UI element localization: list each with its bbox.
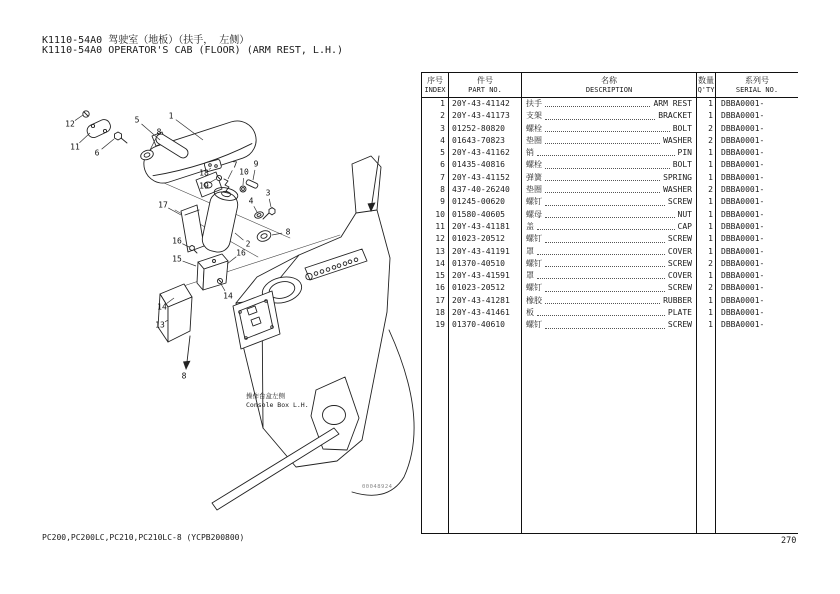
cell-part-no: 01435-40816	[449, 159, 522, 171]
callout-leader	[221, 284, 225, 291]
cell-description: 支架 BRACKET	[522, 110, 697, 122]
cell-qty: 2	[697, 184, 716, 196]
callout-number: 11	[70, 142, 80, 152]
callout-number: 16	[172, 236, 182, 246]
header-desc-en: DESCRIPTION	[585, 85, 633, 94]
callout-number: 9	[253, 159, 259, 169]
cell-part-no: 20Y-43-41591	[449, 270, 522, 282]
callout-leader	[254, 206, 257, 212]
cell-qty: 2	[697, 135, 716, 147]
cell-serial: DBBA0001-	[721, 160, 765, 170]
table-row	[422, 233, 798, 245]
cell-part-no: 01252-80820	[449, 123, 522, 135]
cell-qty: 1	[697, 147, 716, 159]
dot-leader	[545, 105, 650, 107]
cell-part-no: 01370-40610	[449, 319, 522, 331]
header-serial	[716, 73, 798, 97]
callout-number: 15	[172, 254, 182, 264]
callout-number: 2	[245, 239, 251, 249]
cell-qty: 2	[697, 282, 716, 294]
callout-number: 18	[199, 168, 209, 178]
callout-leader	[235, 233, 243, 240]
dot-leader	[537, 314, 665, 316]
callout-number: 10	[239, 167, 249, 177]
cell-part-no: 20Y-43-41152	[449, 172, 522, 184]
header-serial-en: SERIAL NO.	[735, 85, 779, 94]
cell-description: 罩 COVER	[522, 246, 697, 258]
filler-index	[422, 332, 449, 533]
cell-index: 1	[422, 98, 449, 110]
table-row	[422, 270, 798, 282]
table-row	[422, 307, 798, 319]
callout-number: 5	[134, 115, 140, 125]
callout-number: 1	[168, 111, 174, 121]
header-part-no	[449, 73, 522, 97]
cell-description: 螺钉 SCREW	[522, 319, 697, 331]
header-serial-cn: 系列号	[745, 75, 769, 85]
header-qty-cn: 数量	[698, 75, 714, 85]
parts-table	[421, 72, 798, 534]
cell-part-no: 01580-40605	[449, 209, 522, 221]
table-header	[422, 73, 798, 98]
callout-leader	[243, 178, 244, 185]
cell-part-no: 01370-40510	[449, 258, 522, 270]
cell-qty: 1	[697, 209, 716, 221]
cell-qty: 1	[697, 196, 716, 208]
callout-number: 14	[157, 302, 167, 312]
callout-number: 6	[94, 148, 100, 158]
callout-leader	[269, 199, 271, 207]
cell-qty: 1	[697, 172, 716, 184]
cell-description: 弹簧 SPRING	[522, 172, 697, 184]
cell-index: 2	[422, 110, 449, 122]
callout-number: 16	[236, 248, 246, 258]
header-description	[522, 73, 697, 97]
header-part-en: PART NO.	[468, 85, 502, 94]
cell-index: 5	[422, 147, 449, 159]
table-row	[422, 147, 798, 159]
dot-leader	[537, 228, 675, 230]
cell-serial: DBBA0001-	[721, 172, 765, 182]
filler-qty	[697, 332, 716, 533]
cell-part-no: 20Y-43-41173	[449, 110, 522, 122]
cell-part-no: 20Y-43-41461	[449, 307, 522, 319]
dot-leader	[545, 327, 665, 329]
callout-leader	[75, 115, 83, 121]
table-body	[422, 98, 798, 332]
callout-leader	[168, 208, 181, 215]
table-filler	[422, 332, 798, 533]
cell-description: 螺钉 SCREW	[522, 233, 697, 245]
callout-leader	[102, 139, 114, 149]
callout-number: 14	[223, 291, 233, 301]
table-row	[422, 98, 798, 110]
cell-index: 18	[422, 307, 449, 319]
cell-part-no: 01245-00620	[449, 196, 522, 208]
cell-serial: DBBA0001-	[721, 283, 765, 293]
cell-part-no: 20Y-43-41191	[449, 246, 522, 258]
cell-serial: DBBA0001-	[721, 135, 765, 145]
page-number: 270	[781, 536, 797, 546]
dot-leader	[545, 302, 660, 304]
table-row	[422, 319, 798, 331]
cell-part-no: 01023-20512	[449, 233, 522, 245]
callout-number: 8	[285, 227, 291, 237]
dot-leader	[545, 179, 660, 181]
cell-qty: 1	[697, 246, 716, 258]
cell-qty: 1	[697, 307, 716, 319]
cell-description: 螺母 NUT	[522, 209, 697, 221]
cell-serial: DBBA0001-	[721, 148, 765, 158]
cell-part-no: 437-40-26240	[449, 184, 522, 196]
header-index-cn: 序号	[427, 75, 443, 85]
cell-index: 19	[422, 319, 449, 331]
console-box	[212, 156, 414, 510]
cell-serial: DBBA0001-	[721, 99, 765, 108]
callout-number: 7	[232, 160, 238, 170]
header-index-en: INDEX	[424, 85, 446, 94]
dot-leader	[537, 253, 665, 255]
cell-qty: 1	[697, 98, 716, 110]
dot-leader	[545, 118, 655, 120]
callout-number: 3	[265, 188, 271, 198]
cell-index: 7	[422, 172, 449, 184]
cell-serial: DBBA0001-	[721, 197, 765, 207]
cell-serial: DBBA0001-	[721, 221, 765, 231]
callout-leader	[183, 261, 196, 266]
header-qty-en: Q'TY	[697, 85, 715, 94]
title-line-en: K1110-54A0 OPERATOR'S CAB (FLOOR) (ARM REST, L.H.)	[42, 45, 344, 56]
cell-qty: 2	[697, 123, 716, 135]
direction-arrow-left	[183, 336, 191, 370]
cell-serial: DBBA0001-	[721, 246, 765, 256]
table-row	[422, 282, 798, 294]
cell-part-no: 20Y-43-41162	[449, 147, 522, 159]
cell-description: 销 PIN	[522, 147, 697, 159]
dot-leader	[537, 154, 675, 156]
callout-number: 17	[158, 200, 168, 210]
cell-part-no: 20Y-43-41181	[449, 221, 522, 233]
figure-code: 00048924	[362, 484, 393, 490]
callout-number: 4	[248, 196, 254, 206]
cell-index: 17	[422, 295, 449, 307]
callout-leader	[228, 170, 232, 179]
cell-description: 螺栓 BOLT	[522, 123, 697, 135]
callout-number: 19	[199, 181, 209, 191]
cell-description: 螺钉 SCREW	[522, 282, 697, 294]
cell-serial: DBBA0001-	[721, 209, 765, 219]
cell-serial: DBBA0001-	[721, 111, 765, 121]
cell-serial: DBBA0001-	[721, 258, 765, 268]
header-index	[422, 73, 449, 97]
cell-index: 12	[422, 233, 449, 245]
cell-part-no: 01643-70823	[449, 135, 522, 147]
cell-index: 14	[422, 258, 449, 270]
dot-leader	[545, 290, 665, 292]
cell-serial: DBBA0001-	[721, 308, 765, 318]
cell-index: 15	[422, 270, 449, 282]
table-row	[422, 209, 798, 221]
callout-number: 12	[65, 119, 75, 129]
dot-leader	[545, 142, 660, 144]
callout-number: 8	[156, 127, 162, 137]
cell-serial: DBBA0001-	[721, 185, 765, 195]
dot-leader	[545, 204, 665, 206]
cell-qty: 1	[697, 319, 716, 331]
cell-serial: DBBA0001-	[721, 295, 765, 305]
diagram-caption-en: Console Box L.H.	[246, 401, 309, 409]
table-row	[422, 221, 798, 233]
table-row	[422, 258, 798, 270]
cell-part-no: 20Y-43-41142	[449, 98, 522, 110]
cell-serial: DBBA0001-	[721, 320, 765, 330]
dot-leader	[545, 241, 665, 243]
table-row	[422, 196, 798, 208]
callout-leader	[79, 133, 90, 143]
cell-index: 13	[422, 246, 449, 258]
cell-qty: 1	[697, 295, 716, 307]
cell-qty: 1	[697, 233, 716, 245]
cell-description: 螺钉 SCREW	[522, 196, 697, 208]
cell-part-no: 20Y-43-41281	[449, 295, 522, 307]
callout-leader	[253, 170, 255, 180]
filler-desc	[522, 332, 697, 533]
table-row	[422, 246, 798, 258]
callout-number: 8	[181, 371, 187, 381]
title-line-cn: K1110-54A0 驾驶室（地板）（扶手， 左侧）	[42, 35, 250, 46]
cell-part-no: 01023-20512	[449, 282, 522, 294]
cell-index: 6	[422, 159, 449, 171]
table-row	[422, 184, 798, 196]
diagram-caption-cn: 操作台盒左侧	[246, 392, 285, 400]
cell-index: 3	[422, 123, 449, 135]
dot-leader	[537, 277, 665, 279]
table-row	[422, 110, 798, 122]
header-qty	[697, 73, 716, 97]
cell-description: 罩 COVER	[522, 270, 697, 282]
cell-qty: 1	[697, 270, 716, 282]
cell-qty: 1	[697, 221, 716, 233]
cell-index: 4	[422, 135, 449, 147]
table-row	[422, 159, 798, 171]
cell-description: 垫圈 WASHER	[522, 184, 697, 196]
table-row	[422, 172, 798, 184]
filler-part	[449, 332, 522, 533]
table-row	[422, 123, 798, 135]
cell-description: 螺钉 SCREW	[522, 258, 697, 270]
cell-description: 橡胶 RUBBER	[522, 295, 697, 307]
footer-models: PC200,PC200LC,PC210,PC210LC-8 (YCPB200800)	[42, 533, 245, 542]
header-desc-cn: 名称	[601, 75, 617, 85]
cell-description: 垫圈 WASHER	[522, 135, 697, 147]
cell-serial: DBBA0001-	[721, 123, 765, 133]
table-row	[422, 135, 798, 147]
cell-index: 9	[422, 196, 449, 208]
dot-leader	[545, 167, 670, 169]
cell-description: 扶手 ARM REST	[522, 98, 697, 110]
dot-leader	[545, 130, 670, 132]
header-part-cn: 件号	[477, 75, 493, 85]
cell-description: 盖 CAP	[522, 221, 697, 233]
table-row	[422, 295, 798, 307]
cell-index: 8	[422, 184, 449, 196]
cell-serial: DBBA0001-	[721, 271, 765, 281]
cell-description: 螺栓 BOLT	[522, 159, 697, 171]
callout-number: 13	[155, 320, 165, 330]
cell-serial: DBBA0001-	[721, 234, 765, 244]
callout-leader	[227, 257, 236, 264]
dot-leader	[545, 216, 675, 218]
cell-description: 板 PLATE	[522, 307, 697, 319]
cell-qty: 1	[697, 110, 716, 122]
cell-qty: 1	[697, 159, 716, 171]
dot-leader	[545, 191, 660, 193]
cell-index: 10	[422, 209, 449, 221]
filler-serial	[716, 332, 798, 533]
dot-leader	[545, 265, 665, 267]
cell-index: 16	[422, 282, 449, 294]
cell-index: 11	[422, 221, 449, 233]
cell-qty: 2	[697, 258, 716, 270]
